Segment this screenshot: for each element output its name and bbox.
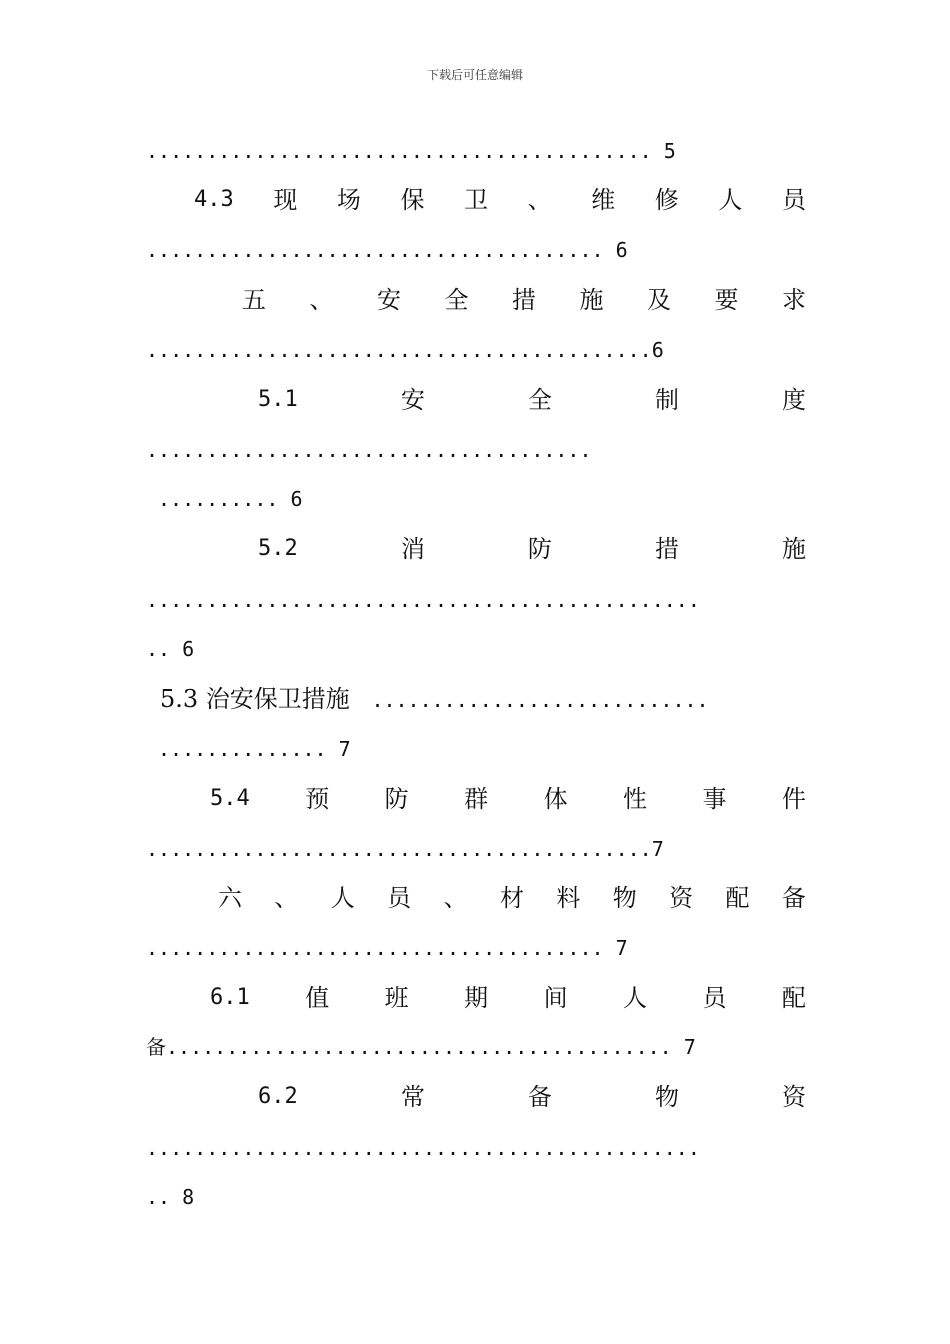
toc-entry-char: 群 (464, 785, 489, 813)
toc-entry-char: 防 (384, 785, 409, 813)
toc-entry-char: 求 (782, 286, 806, 314)
toc-entry-char: 配 (781, 984, 806, 1012)
toc-entry-char: 人 (718, 186, 743, 214)
toc-entry-char: 度 (782, 386, 806, 414)
toc-entry-char: 资 (669, 884, 694, 912)
toc-entry-char: 施 (782, 535, 806, 563)
toc-leader-line: ..................................... (146, 438, 592, 462)
toc-entry-char: 料 (556, 884, 581, 912)
toc-entry-char: 及 (647, 286, 671, 314)
toc-entry-char: 间 (543, 984, 568, 1012)
toc-entry-6[interactable] (218, 883, 806, 913)
toc-entry-char: 消 (400, 535, 425, 563)
toc-entry-number: 4.3 (194, 187, 234, 212)
toc-leader-line: ..........................................7 (146, 837, 664, 861)
toc-entry-char: 制 (654, 386, 679, 414)
toc-entry-number: 5.1 (258, 387, 298, 412)
toc-leader-line: .. 6 (146, 637, 195, 661)
toc-leader-line: 备.......................................... 7 (146, 1035, 696, 1059)
toc-leader-line: ...................................... 6 (146, 238, 628, 262)
toc-entry-char: 、 (309, 286, 334, 314)
toc-entry-char: 体 (543, 785, 568, 813)
toc-leader-line: ...................................... 7 (146, 936, 628, 960)
toc-entry-char: 备 (527, 1083, 552, 1111)
toc-leader-line: .. 8 (146, 1185, 195, 1209)
toc-entry-number: 5.2 (258, 536, 298, 561)
page-header: 下载后可任意编辑 (426, 68, 523, 82)
toc-entry-char: 保 (400, 186, 425, 214)
toc-entry-char: 六 (218, 884, 242, 912)
toc-leader-line: ..........................................6 (146, 338, 664, 362)
toc-entry-char: 预 (305, 785, 330, 813)
toc-entry-5-3[interactable] (160, 684, 806, 714)
toc-entry-char: 员 (387, 884, 412, 912)
toc-entry-6-1[interactable] (210, 983, 806, 1013)
toc-entry-char: 施 (579, 286, 604, 314)
toc-entry-char: 常 (400, 1083, 425, 1111)
toc-entry-5-2[interactable] (258, 534, 806, 564)
toc-leader-line: .......................................... 5 (146, 139, 676, 163)
toc-entry-char: 事 (702, 785, 727, 813)
toc-entry-char: 员 (702, 984, 727, 1012)
toc-entry-char: 材 (499, 884, 524, 912)
toc-entry-char: 人 (623, 984, 648, 1012)
toc-entry-char: 备 (781, 884, 806, 912)
toc-entry-char: 件 (781, 785, 806, 813)
toc-entry-char: 措 (512, 286, 536, 314)
toc-entry-number: 6.2 (258, 1084, 298, 1109)
toc-entry-5-4[interactable] (210, 784, 806, 814)
toc-entry-5[interactable] (242, 285, 806, 315)
toc-leader-line: .............................................. (146, 1136, 700, 1160)
toc-entry-6-2[interactable] (258, 1082, 806, 1112)
toc-entry-char: 班 (384, 984, 409, 1012)
toc-entry-char: 全 (527, 386, 552, 414)
toc-entry-4-3[interactable] (194, 185, 806, 215)
toc-entry-char: 配 (725, 884, 750, 912)
toc-entry-char: 、 (274, 884, 299, 912)
toc-entry-char: 员 (781, 186, 806, 214)
toc-leader: ............................ (371, 688, 709, 712)
toc-entry-char: 资 (782, 1083, 806, 1111)
toc-entry-char: 、 (527, 186, 552, 214)
toc-entry-char: 物 (612, 884, 637, 912)
toc-entry-char: 防 (527, 535, 552, 563)
toc-entry-char: 措 (654, 535, 679, 563)
toc-entry-char: 卫 (464, 186, 489, 214)
toc-entry-char: 现 (273, 186, 298, 214)
toc-entry-char: 期 (464, 984, 489, 1012)
toc-entry-char: 全 (444, 286, 469, 314)
toc-entry-number: 6.1 (210, 985, 250, 1010)
toc-entry-char: 要 (714, 286, 739, 314)
toc-entry-char: 安 (377, 286, 401, 314)
toc-leader-line: .............................................. (146, 588, 700, 612)
toc-entry-char: 安 (400, 386, 425, 414)
toc-leader-line: .............. 7 (158, 737, 351, 761)
toc-entry-char: 性 (623, 785, 648, 813)
toc-entry-char: 物 (654, 1083, 679, 1111)
toc-entry-number: 5.4 (210, 786, 250, 811)
toc-entry-5-1[interactable] (258, 385, 806, 415)
toc-entry-char: 值 (305, 984, 330, 1012)
toc-leader-line: .......... 6 (158, 487, 303, 511)
toc-entry-char: 场 (336, 186, 361, 214)
toc-entry-char: 、 (443, 884, 468, 912)
toc-entry-char: 五 (242, 286, 266, 314)
toc-entry-char: 人 (330, 884, 355, 912)
toc-entry-char: 维 (591, 186, 616, 214)
toc-entry-char: 修 (654, 186, 679, 214)
toc-entry-title: 5.3 治安保卫措施 (160, 685, 350, 713)
